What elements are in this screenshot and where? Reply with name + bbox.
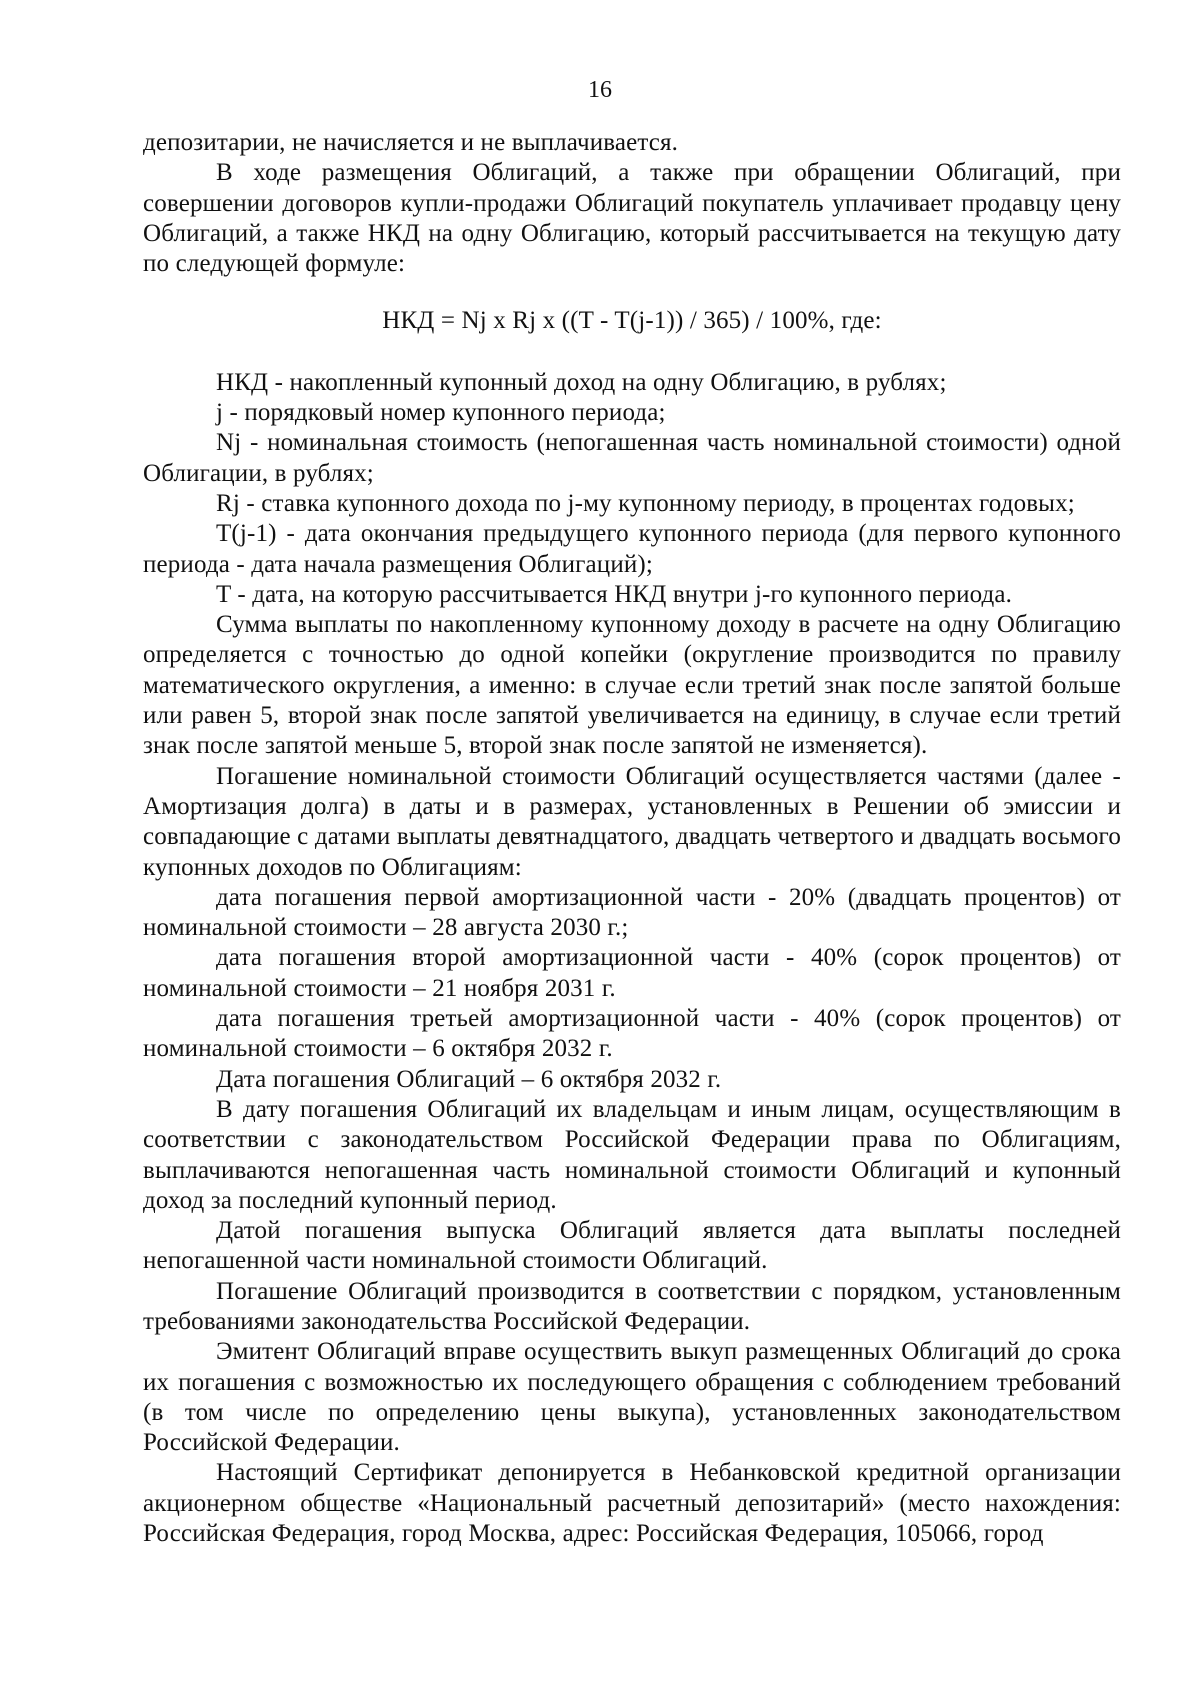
page-body [143, 128, 1121, 1549]
definition-tj-1: T(j-1) - дата окончания предыдущего купонного периода (для первого купонного периода - дата начала размещения Облигаций); [143, 520, 1121, 578]
paragraph-amortization: Погашение номинальной стоимости Облигаций осуществляется частями (далее - Амортизация долга) в даты и в размерах, установленных в Решении об эмиссии и совпадающие с датами выплаты девятнадцатого, двадцать четвертого и двадцать восьмого купонных доходов по Облигациям: [143, 762, 1121, 881]
definition-nkd: НКД - накопленный купонный доход на одну Облигацию, в рублях; [216, 368, 947, 396]
page-number: 16 [588, 77, 612, 103]
definition-j: j - порядковый номер купонного периода; [216, 399, 666, 427]
amortization-part-1: дата погашения первой амортизационной части - 20% (двадцать процентов) от номинальной стоимости – 28 августа 2030 г.; [143, 883, 1121, 942]
paragraph-redemption-date: Датой погашения выпуска Облигаций является дата выплаты последней непогашенной части номинальной стоимости Облигаций. [143, 1217, 1121, 1275]
paragraph-maturity-payment: В дату погашения Облигаций их владельцам и иным лицам, осуществляющим в соответствии с законодательством Российской Федерации права по Облигациям, выплачиваются непогашенная часть номинальной стоимости Облигаций и купонный доход за последний купонный период. [143, 1095, 1121, 1214]
paragraph-rounding: Сумма выплаты по накопленному купонному доходу в расчете на одну Облигацию определяется с точностью до одной копейки (округление производится по правилу математического округления, а именно: в случае если третий знак после запятой больше или равен 5, второй знак после запятой увеличивается на единицу, в случае если третий знак после запятой меньше 5, второй знак после запятой не изменяется). [143, 611, 1121, 760]
definition-nj: Nj - номинальная стоимость (непогашенная часть номинальной стоимости) одной Облигации, в рублях; [143, 429, 1121, 487]
paragraph-continuation: депозитарии, не начисляется и не выплачивается. [143, 129, 679, 156]
paragraph-maturity-date: Дата погашения Облигаций – 6 октября 2032 г. [216, 1065, 722, 1093]
definition-rj: Rj - ставка купонного дохода по j-му купонному периоду, в процентах годовых; [216, 489, 1075, 517]
amortization-part-2: дата погашения второй амортизационной части - 40% (сорок процентов) от номинальной стоимости – 21 ноября 2031 г. [143, 944, 1121, 1002]
amortization-part-3: дата погашения третьей амортизационной части - 40% (сорок процентов) от номинальной стоимости – 6 октября 2032 г. [143, 1005, 1121, 1063]
paragraph-buyback: Эмитент Облигаций вправе осуществить выкуп размещенных Облигаций до срока их погашения с возможностью их последующего обращения с соблюдением требований (в том числе по определению цены выкупа), установленных законодательством Российской Федерации. [143, 1338, 1121, 1457]
formula-nkd: НКД = Nj x Rj x ((T - T(j-1)) / 365) / 100%, где: [382, 307, 882, 335]
paragraph-redemption-procedure: Погашение Облигаций производится в соответствии с порядком, установленным требованиями законодательства Российской Федерации. [143, 1277, 1121, 1335]
paragraph-certificate-deposit: Настоящий Сертификат депонируется в Небанковской кредитной организации акционерном обществе «Национальный расчетный депозитарий» (место нахождения: Российская Федерация, город Москва, адрес: Российская Федерация, 105066, город [143, 1459, 1121, 1548]
definition-t: T - дата, на которую рассчитывается НКД внутри j-го купонного периода. [216, 580, 1013, 608]
paragraph-nkd-intro: В ходе размещения Облигаций, а также при обращении Облигаций, при совершении договоров купли-продажи Облигаций покупатель уплачивает продавцу цену Облигаций, а также НКД на одну Облигацию, который рассчитывается на текущую дату по следующей формуле: [143, 159, 1121, 278]
